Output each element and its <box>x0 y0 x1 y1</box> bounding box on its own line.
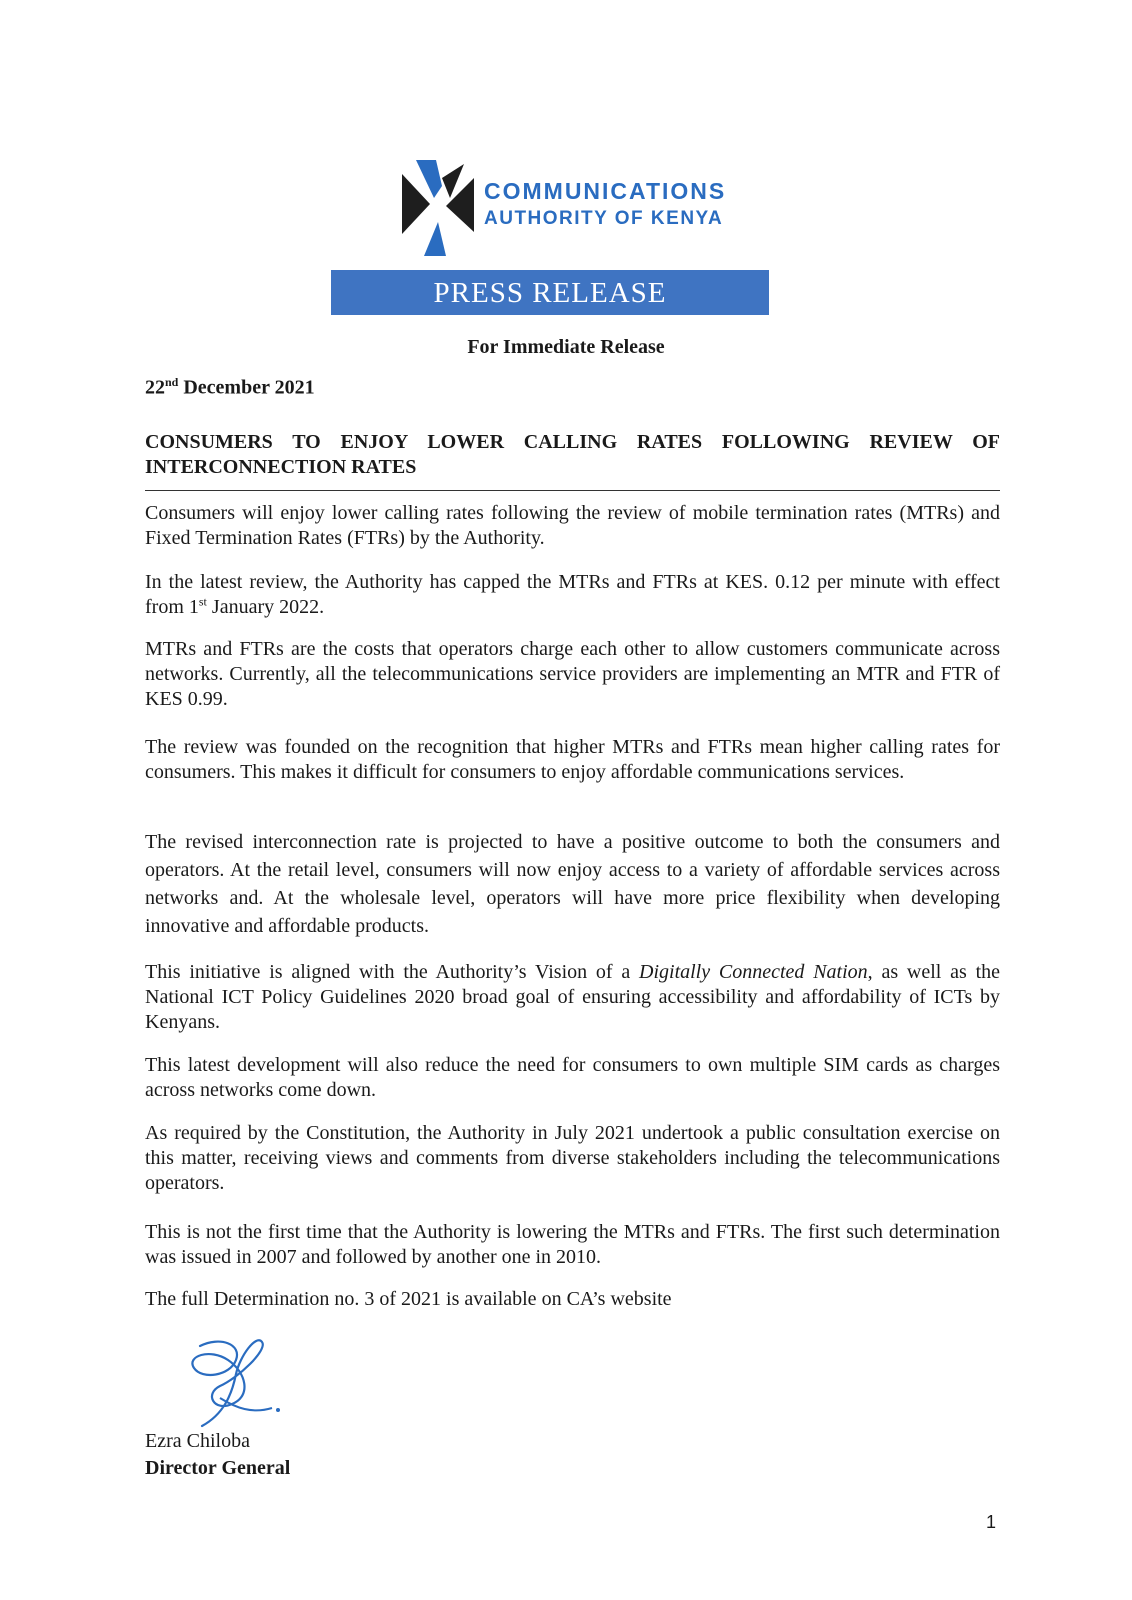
ca-logo-wordmark <box>484 180 726 228</box>
release-note: For Immediate Release <box>467 336 665 358</box>
handwritten-signature <box>180 1338 290 1430</box>
paragraph-6-text-b: , as well as the National ICT Policy Guidelines 2020 broad goal of ensuring accessibility and affordability of ICTs by Kenyans. <box>145 961 1000 1033</box>
ca-logo-mark-icon <box>402 158 478 258</box>
paragraph-6 <box>145 960 1000 1035</box>
paragraph-2 <box>145 570 1000 620</box>
paragraph-6-emphasis: Digitally Connected Nation <box>639 961 868 983</box>
date-rest: December 2021 <box>178 376 315 399</box>
paragraph-2-text-a: In the latest review, the Authority has capped the MTRs and FTRs at KES. 0.12 per minute with effect from 1 <box>145 571 1000 618</box>
logo-line-1: COMMUNICATIONS <box>484 178 727 204</box>
paragraph-6-text-a: This initiative is aligned with the Authority’s Vision of a <box>145 961 640 983</box>
paragraph-2-text-b: January 2022. <box>206 596 325 618</box>
headline-divider <box>145 490 1000 491</box>
paragraph-10: The full Determination no. 3 of 2021 is available on CA’s website <box>145 1288 672 1310</box>
date-suffix: nd <box>165 375 179 389</box>
paragraph-3: MTRs and FTRs are the costs that operators charge each other to allow customers communicate across networks. Currently, all the telecommunications service providers are implementing an MTR and FTR of KES 0.99. <box>145 638 1000 710</box>
signatory-title: Director General <box>145 1457 291 1479</box>
paragraph-9: This is not the first time that the Authority is lowering the MTRs and FTRs. The first such determination was issued in 2007 and followed by another one in 2010. <box>145 1221 1000 1268</box>
headline: CONSUMERS TO ENJOY LOWER CALLING RATES FOLLOWING REVIEW OF INTERCONNECTION RATES <box>145 431 1000 478</box>
paragraph-2-sup: st <box>198 594 207 609</box>
logo-line-2: AUTHORITY OF KENYA <box>484 208 724 229</box>
page-number: 1 <box>986 1512 997 1532</box>
paragraph-4: The review was founded on the recognition that higher MTRs and FTRs mean higher calling rates for consumers. This makes it difficult for consumers to enjoy affordable communications services. <box>145 736 1000 783</box>
paragraph-8: As required by the Constitution, the Authority in July 2021 undertook a public consultation exercise on this matter, receiving views and comments from diverse stakeholders including the telecommunications operators. <box>145 1122 1000 1194</box>
paragraph-7: This latest development will also reduce the need for consumers to own multiple SIM cards as charges across networks come down. <box>145 1054 1000 1101</box>
paragraph-5: The revised interconnection rate is projected to have a positive outcome to both the consumers and operators. At the retail level, consumers will now enjoy access to a variety of affordable services across networks and. At the wholesale level, operators will have more price flexibility when developing innovative and affordable products. <box>145 831 1000 937</box>
paragraph-1: Consumers will enjoy lower calling rates following the review of mobile termination rates (MTRs) and Fixed Termination Rates (FTRs) by the Authority. <box>145 502 1000 549</box>
date-day: 22 <box>145 376 165 399</box>
press-release-banner: PRESS RELEASE <box>331 270 769 315</box>
release-date <box>145 375 315 400</box>
signatory-name: Ezra Chiloba <box>145 1430 250 1452</box>
ca-logo <box>402 158 742 258</box>
